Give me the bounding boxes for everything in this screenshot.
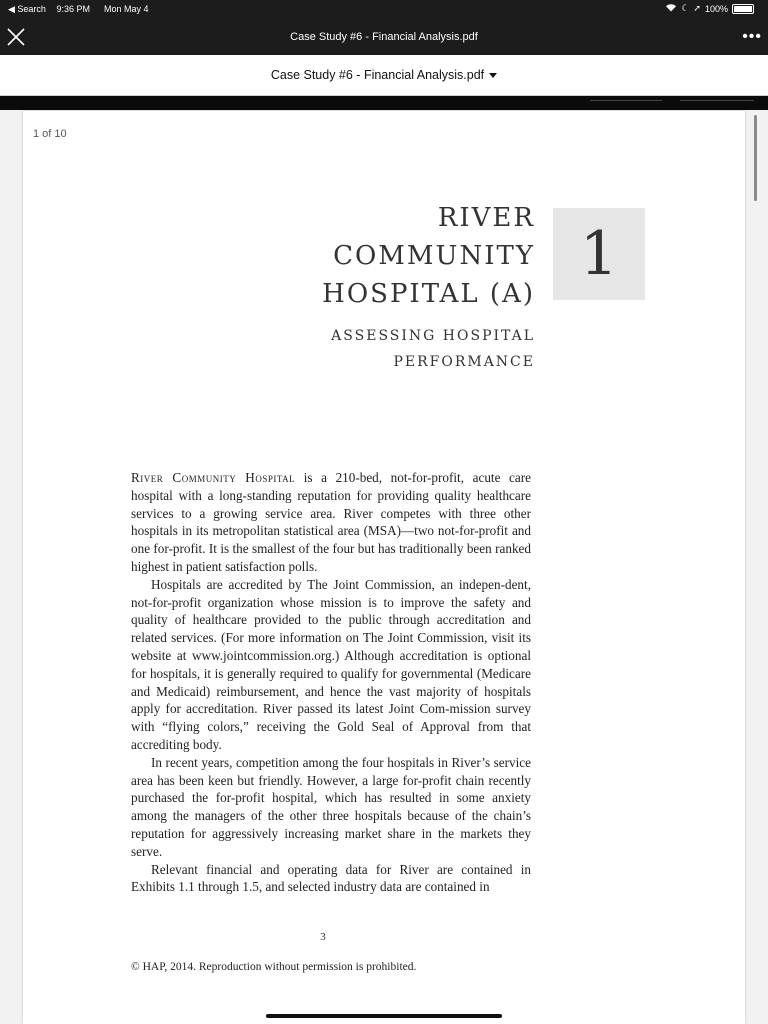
title-line-3: HOSPITAL (A) [322, 279, 535, 309]
caret-down-icon [489, 73, 497, 78]
wifi-icon [665, 3, 677, 14]
status-date: Mon May 4 [104, 4, 149, 14]
top-bar [0, 0, 768, 55]
status-bar [0, 0, 768, 18]
title-line-2: COMMUNITY [333, 241, 535, 271]
strip-tab-2 [680, 96, 754, 101]
paragraph-3: In recent years, competition among the four hospitals in River’s service area has been keen but friendly. However, a large for-profit chain recently purchased the for-profit hospital, which has resulted in some anxiety among the managers of the other three hospitals because of the chain’s reputation for aggressively increasing market share in the markets they serve. [131, 754, 531, 859]
viewer-header-strip [0, 96, 768, 110]
subtitle-line-2: PERFORMANCE [393, 354, 535, 370]
status-left [8, 4, 98, 15]
status-right [665, 3, 754, 14]
body-text [131, 469, 531, 896]
strip-tab-1 [590, 96, 662, 101]
battery-percent: 100% [704, 3, 728, 14]
location-icon: ➚ [693, 3, 701, 13]
home-indicator[interactable] [266, 1014, 502, 1018]
subtitle-line-1: ASSESSING HOSPITAL [331, 328, 535, 344]
chapter-number-box [553, 208, 645, 300]
paragraph-1 [131, 469, 531, 576]
document-picker-label: Case Study #6 - Financial Analysis.pdf [270, 68, 485, 82]
vertical-scrollbar[interactable] [754, 115, 757, 201]
lead-in: River Community Hospital [131, 470, 296, 485]
document-picker[interactable] [0, 68, 768, 82]
title-line-1: RIVER [437, 203, 535, 233]
chapter-number: 1 [579, 219, 619, 289]
page-indicator: 1 of 10 [33, 128, 67, 140]
status-time: 9:36 PM [56, 4, 90, 14]
more-options-button[interactable]: ••• [742, 28, 762, 45]
copyright-notice: © HAP, 2014. Reproduction without permission is prohibited. [131, 961, 417, 973]
paragraph-2: Hospitals are accredited by The Joint Commission, an indepen-dent, not-for-profit organization whose mission is to improve the safety and quality of healthcare provided to the public through accreditation and related services. (For more information on The Joint Commission, visit its website at www.jointcommission.org.) Although accreditation is optional for hospitals, it is generally required to qualify for governmental (Medicare and Medicaid) reimbursement, and hence the vast majority of hospitals apply for accreditation. River passed its latest Joint Com-mission survey with “flying colors,” receiving the Gold Seal of Approval from that accrediting body. [131, 576, 531, 752]
pdf-page [23, 111, 745, 1024]
back-to-search-link[interactable]: ◀ Search [8, 4, 46, 14]
paragraph-1-text: is a 210-bed, not-for-profit, acute care hospital with a long-standing reputation for providing quality healthcare services to a growing service area. River competes with three other hospitals in its metropolitan statistical area (MSA)—two not-for-profit and one for-profit. It is the smallest of the four but has traditionally been ranked highest in patient satisfaction polls. [131, 470, 531, 574]
chapter-title-block [322, 199, 535, 375]
page-number: 3 [320, 931, 326, 943]
nav-title: Case Study #6 - Financial Analysis.pdf [290, 31, 478, 43]
battery-icon [732, 4, 754, 14]
document-toolbar [0, 55, 768, 96]
moon-icon: ☾ [681, 3, 690, 13]
paragraph-4: Relevant financial and operating data for River are contained in Exhibits 1.1 through 1.5, and selected industry data are contained in [131, 861, 531, 895]
